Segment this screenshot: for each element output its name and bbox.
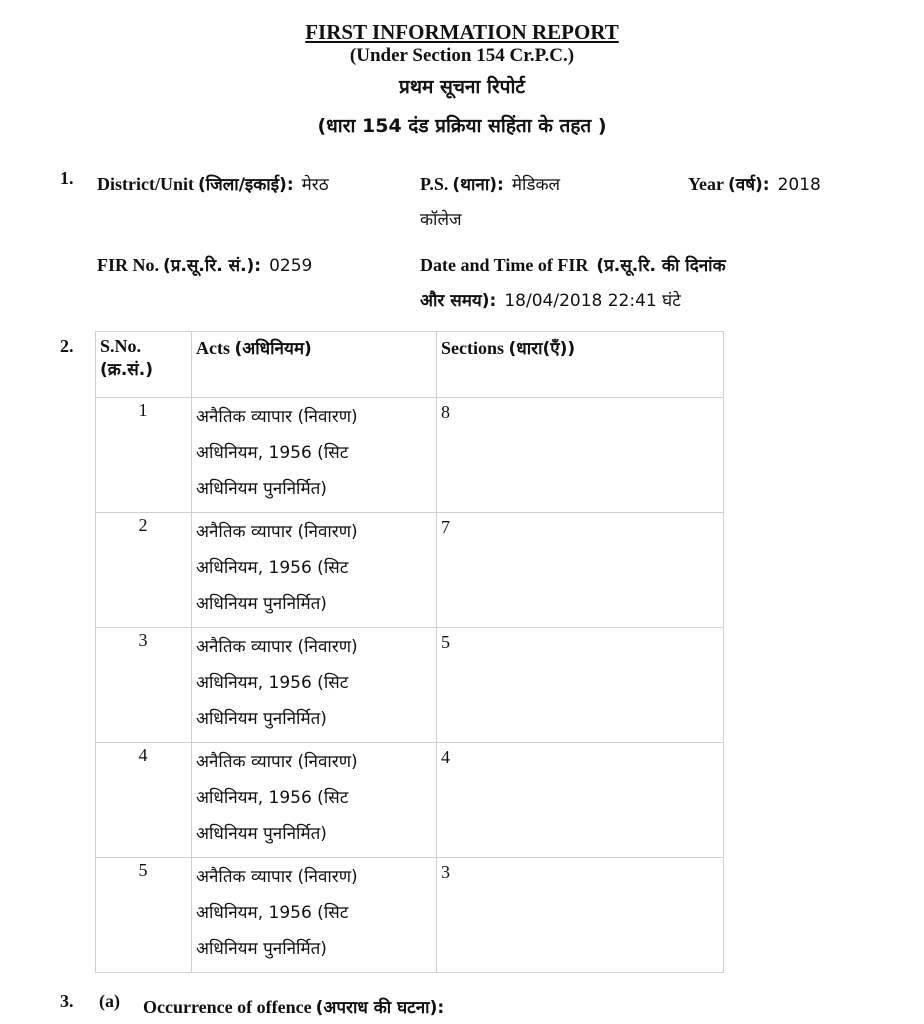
table-row: [96, 858, 724, 973]
sno-header-en: S.No.: [100, 336, 142, 356]
datetime-label-hindi-1: (प्र.सू.रि. की दिनांक: [596, 256, 726, 276]
district-field: [97, 172, 329, 195]
sections-header-en: Sections: [441, 338, 504, 358]
row-sno: 3: [96, 628, 192, 743]
datetime-label-hindi-2: और समय):: [420, 291, 497, 311]
row-section: 3: [437, 858, 724, 973]
fir-number-field: [97, 253, 312, 276]
sno-header-hi: (क्र.सं.): [100, 360, 154, 380]
row-sno: 1: [96, 398, 192, 513]
police-station-field: [420, 172, 560, 195]
fir-datetime-field: [420, 253, 726, 276]
row-sno: 5: [96, 858, 192, 973]
ps-value-line1: मेडिकल: [511, 175, 561, 195]
datetime-value: 18/04/2018 22:41 घंटे: [504, 291, 681, 311]
section-1-number: 1.: [60, 168, 74, 188]
occurrence-label-hindi: (अपराध की घटना):: [315, 998, 445, 1018]
row-act: अनैतिक व्यापार (निवारण) अधिनियम, 1956 (सिट अधिनियम पुननिर्मित): [192, 743, 437, 858]
row-act: अनैतिक व्यापार (निवारण) अधिनियम, 1956 (सिट अधिनियम पुननिर्मित): [192, 858, 437, 973]
row-act: अनैतिक व्यापार (निवारण) अधिनियम, 1956 (सिट अधिनियम पुननिर्मित): [192, 398, 437, 513]
ps-label: P.S.: [420, 174, 449, 194]
fir-datetime-line2: [420, 288, 681, 311]
report-subtitle: (Under Section 154 Cr.P.C.): [349, 45, 575, 66]
row-section: 5: [437, 628, 724, 743]
acts-header-en: Acts: [196, 338, 230, 358]
ps-label-hindi: (थाना):: [452, 175, 504, 195]
occurrence-heading: [143, 995, 444, 1018]
sno-header: [96, 332, 192, 398]
table-row: [96, 398, 724, 513]
year-value: 2018: [777, 175, 821, 195]
district-label: District/Unit: [97, 174, 194, 194]
fir-label: FIR No.: [97, 255, 159, 275]
district-value: मेरठ: [301, 175, 329, 195]
row-act: अनैतिक व्यापार (निवारण) अधिनियम, 1956 (सिट अधिनियम पुननिर्मित): [192, 628, 437, 743]
ps-value-line2: कॉलेज: [420, 210, 462, 230]
datetime-label: Date and Time of FIR: [420, 255, 589, 275]
district-label-hindi: (जिला/इकाई):: [197, 175, 294, 195]
report-subtitle-hindi: (धारा 154 दंड प्रक्रिया सहिंता के तहत ): [317, 115, 607, 137]
sections-header: [437, 332, 724, 398]
year-label-hindi: (वर्ष):: [727, 175, 770, 195]
section-3-number: 3.: [60, 991, 74, 1011]
table-header-row: [96, 332, 724, 398]
section-3-sub: (a): [99, 991, 120, 1011]
table-row: [96, 743, 724, 858]
row-section: 7: [437, 513, 724, 628]
row-section: 4: [437, 743, 724, 858]
fir-value: 0259: [269, 256, 313, 276]
sections-header-hi: (धारा(एँ)): [508, 339, 576, 359]
report-title-hindi: प्रथम सूचना रिपोर्ट: [399, 76, 525, 98]
row-act: अनैतिक व्यापार (निवारण) अधिनियम, 1956 (सिट अधिनियम पुननिर्मित): [192, 513, 437, 628]
year-label: Year: [688, 174, 724, 194]
occurrence-label: Occurrence of offence: [143, 997, 312, 1017]
table-row: [96, 513, 724, 628]
acts-header: [192, 332, 437, 398]
report-title: FIRST INFORMATION REPORT: [305, 20, 619, 44]
acts-sections-table: [95, 331, 724, 973]
row-sno: 4: [96, 743, 192, 858]
section-2-number: 2.: [60, 336, 74, 356]
fir-label-hindi: (प्र.सू.रि. सं.):: [163, 256, 262, 276]
acts-header-hi: (अधिनियम): [234, 339, 312, 359]
year-field: [688, 172, 821, 195]
row-section: 8: [437, 398, 724, 513]
table-row: [96, 628, 724, 743]
row-sno: 2: [96, 513, 192, 628]
